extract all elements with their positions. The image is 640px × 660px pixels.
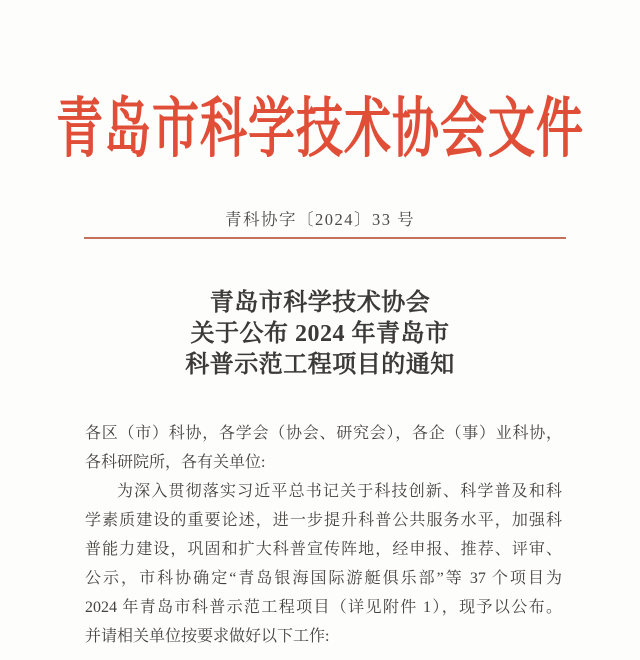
document-title-line-2: 关于公布 2024 年青岛市 bbox=[190, 321, 450, 347]
body-line-salutation-2: 各科研院所，各有关单位: bbox=[85, 454, 266, 471]
body-line-paragraph-6: 并请相关单位按要求做好以下工作: bbox=[85, 628, 330, 645]
body-text bbox=[85, 419, 562, 651]
document-title-line-3: 科普示范工程项目的通知 bbox=[185, 352, 455, 378]
body-line-paragraph-5: 2024 年青岛市科普示范工程项目（详见附件 1），现予以公布。 bbox=[85, 599, 562, 616]
body-line-paragraph-4: 公示，市科协确定“青岛银海国际游艇俱乐部”等 37 个项目为 bbox=[85, 570, 562, 587]
body-line-paragraph-1: 为深入贯彻落实习近平总书记关于科技创新、科学普及和科 bbox=[117, 483, 562, 500]
document-title-line-1: 青岛市科学技术协会 bbox=[209, 290, 431, 316]
masthead-title: 青岛市科学技术协会文件 bbox=[56, 93, 584, 166]
red-divider-line bbox=[84, 237, 566, 239]
body-line-salutation-1: 各区（市）科协，各学会（协会、研究会），各企（事）业科协， bbox=[85, 425, 562, 442]
body-line-paragraph-2: 学素质建设的重要论述，进一步提升科普公共服务水平，加强科 bbox=[85, 512, 562, 529]
body-line-paragraph-3: 普能力建设，巩固和扩大科普宣传阵地，经申报、推荐、评审、 bbox=[85, 541, 562, 558]
document-number: 青科协字〔2024〕33 号 bbox=[224, 210, 416, 229]
document-title bbox=[0, 288, 640, 381]
